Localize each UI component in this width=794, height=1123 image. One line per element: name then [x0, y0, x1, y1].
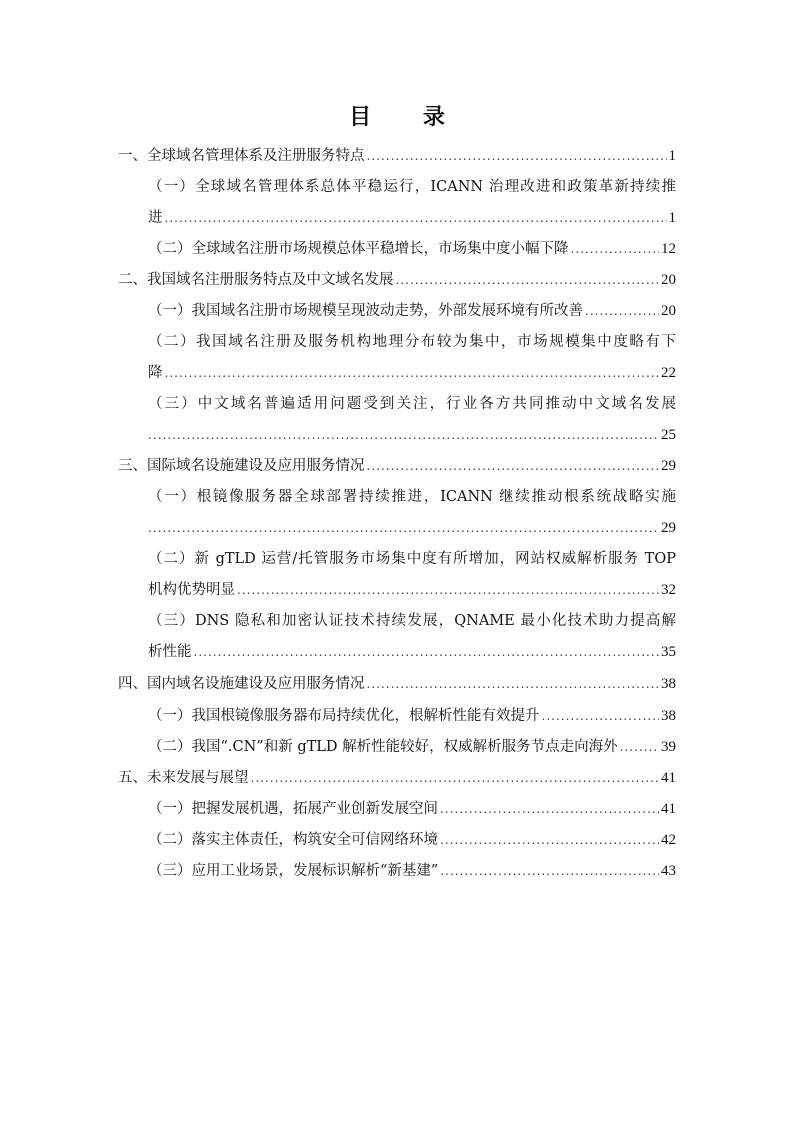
toc-section-5-2[interactable] [148, 829, 676, 851]
toc-entry-text: （二）全球域名注册市场规模总体平稳增长，市场集中度小幅下降 [148, 241, 569, 257]
toc-chapter-4[interactable] [118, 673, 676, 695]
toc-section-5-3[interactable] [148, 860, 676, 882]
toc-section-5-1[interactable] [148, 798, 676, 820]
toc-section-2-2-line1[interactable] [148, 331, 676, 353]
toc-section-3-3-line1[interactable] [148, 610, 676, 632]
toc-page-number: 1 [668, 148, 676, 164]
toc-leader [542, 705, 660, 727]
toc-entry-text: 析性能 [148, 644, 192, 660]
toc-entry-text: 三、国际域名设施建设及应用服务情况 [118, 458, 365, 474]
toc-page-number: 25 [661, 427, 676, 443]
toc-entry-text: 五、未来发展与展望 [118, 770, 249, 786]
toc-entry-text: （二）我国“.CN”和新 gTLD 解析性能较好，权威解析服务节点走向海外 [148, 739, 618, 755]
toc-leader [620, 736, 659, 758]
toc-page-number: 32 [661, 582, 676, 598]
toc-section-1-2[interactable] [148, 238, 676, 260]
toc-entry-text: 机构优势明显 [148, 582, 235, 598]
toc-leader [237, 579, 659, 601]
toc-page-number: 35 [661, 644, 676, 660]
toc-page-number: 39 [661, 739, 676, 755]
toc-section-2-3-line1[interactable] [148, 393, 676, 415]
toc-leader [440, 829, 659, 851]
toc-entry-text: （三）应用工业场景，发展标识解析“新基建” [148, 863, 439, 879]
toc-page-number: 22 [661, 365, 676, 381]
toc-page-number: 12 [661, 241, 676, 257]
toc-chapter-2[interactable] [118, 269, 676, 291]
toc-page-number: 43 [661, 863, 676, 879]
toc-entry-text: （一）我国根镜像服务器布局持续优化，根解析性能有效提升 [148, 708, 540, 724]
toc-entry-text: 一、全球域名管理体系及注册服务特点 [118, 148, 365, 164]
toc-section-4-2[interactable] [148, 736, 676, 758]
toc-page-number: 20 [661, 272, 676, 288]
toc-entry-text: 进 [148, 210, 163, 226]
toc-page-number: 29 [661, 520, 676, 536]
toc-entry-text: （一）全球域名管理体系总体平稳运行，ICANN 治理改进和政策革新持续推 [148, 179, 676, 195]
toc-section-2-2-line2[interactable] [148, 362, 676, 384]
toc-section-1-1-line1[interactable] [148, 176, 676, 198]
toc-leader [367, 455, 660, 477]
toc-entry-text: （一）我国域名注册市场规模呈现波动走势，外部发展环境有所改善 [148, 303, 583, 319]
toc-leader [148, 517, 659, 539]
toc-chapter-1[interactable] [118, 145, 676, 167]
toc-chapter-3[interactable] [118, 455, 676, 477]
toc-section-4-1[interactable] [148, 705, 676, 727]
toc-section-3-3-line2[interactable] [148, 641, 676, 663]
toc-section-2-1[interactable] [148, 300, 676, 322]
toc-entry-text: （一）把握发展机遇，拓展产业创新发展空间 [148, 801, 438, 817]
toc-leader [585, 300, 659, 322]
page-title: 目 录 [349, 105, 467, 130]
toc-section-3-2-line1[interactable] [148, 548, 676, 570]
toc-entry-text: （二）落实主体责任，构筑安全可信网络环境 [148, 832, 438, 848]
toc-leader [194, 641, 660, 663]
toc-page-number: 41 [661, 770, 676, 786]
toc-entry-text: 降 [148, 365, 163, 381]
toc-leader [148, 424, 659, 446]
toc-entry-text: （一）根镜像服务器全球部署持续推进，ICANN 继续推动根系统战略实施 [148, 489, 676, 505]
toc-section-3-1-line1[interactable] [148, 486, 676, 508]
toc-entry-text: （二）我国域名注册及服务机构地理分布较为集中，市场规模集中度略有下 [148, 334, 676, 350]
toc-leader [251, 767, 660, 789]
toc-page-number: 20 [661, 303, 676, 319]
toc-entry-text: （三）DNS 隐私和加密认证技术持续发展，QNAME 最小化技术助力提高解 [148, 613, 676, 629]
toc-leader [571, 238, 660, 260]
toc-section-2-3-line2[interactable] [148, 424, 676, 446]
toc-page-number: 41 [661, 801, 676, 817]
toc-page-number: 38 [661, 676, 676, 692]
toc-page-number: 42 [661, 832, 676, 848]
toc-leader [367, 145, 667, 167]
toc-leader [165, 207, 667, 229]
toc-leader [396, 269, 660, 291]
toc-page-number: 29 [661, 458, 676, 474]
toc-leader [367, 673, 660, 695]
toc-entry-text: 四、国内域名设施建设及应用服务情况 [118, 676, 365, 692]
toc-entry-text: （二）新 gTLD 运营/托管服务市场集中度有所增加，网站权威解析服务 TOP [148, 551, 676, 567]
toc-page-number: 1 [668, 210, 676, 226]
toc-page-number: 38 [661, 708, 676, 724]
toc-leader [440, 860, 659, 882]
toc-leader [165, 362, 660, 384]
toc-section-3-1-line2[interactable] [148, 517, 676, 539]
toc-chapter-5[interactable] [118, 767, 676, 789]
toc-section-1-1-line2[interactable] [148, 207, 676, 229]
toc-section-3-2-line2[interactable] [148, 579, 676, 601]
toc-entry-text: （三）中文域名普遍适用问题受到关注，行业各方共同推动中文域名发展 [148, 396, 676, 412]
toc-entry-text: 二、我国域名注册服务特点及中文域名发展 [118, 272, 394, 288]
toc-leader [440, 798, 659, 820]
